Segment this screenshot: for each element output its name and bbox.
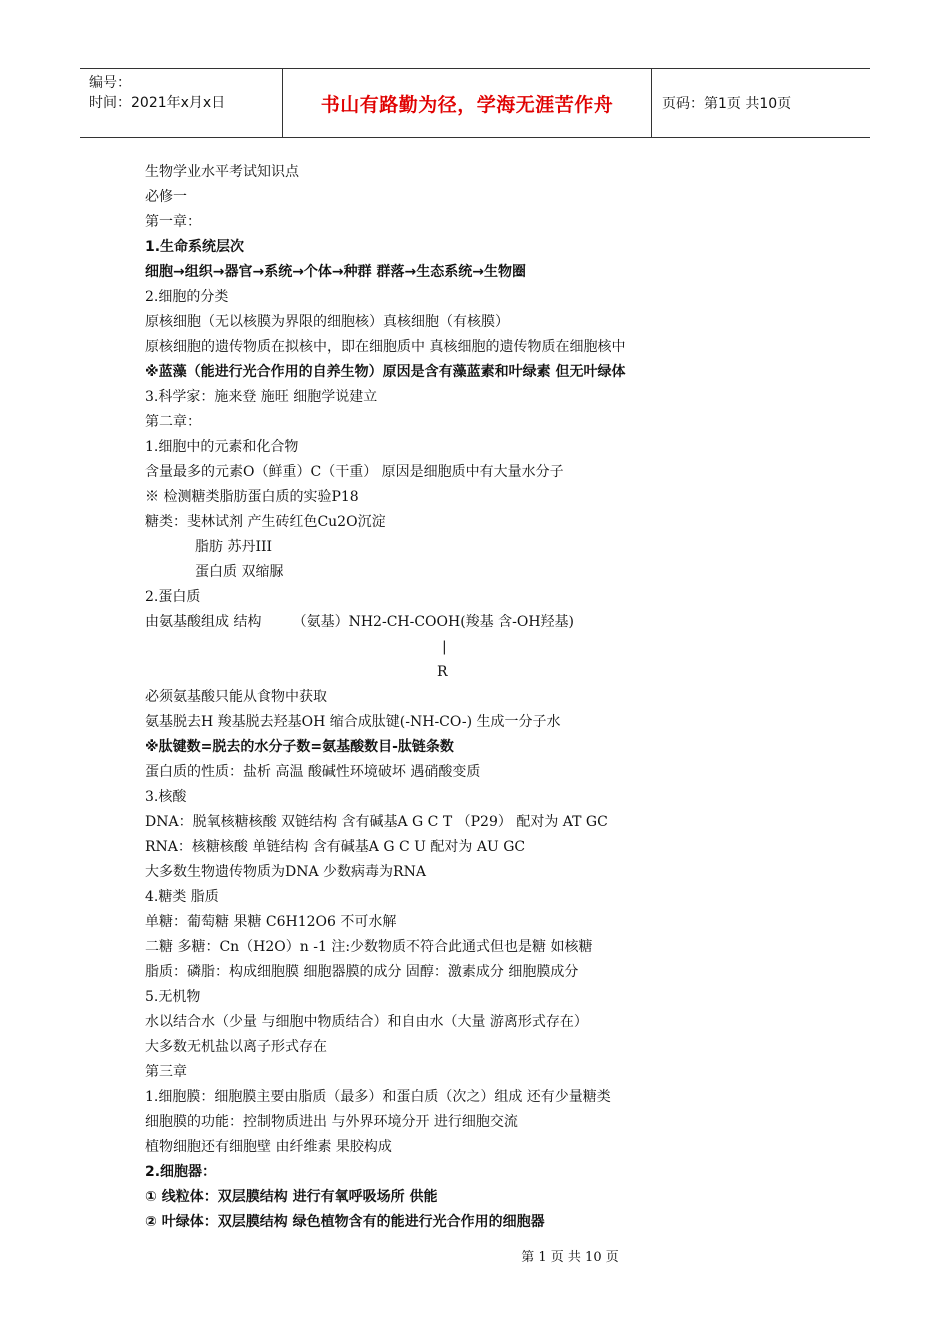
page-footer	[0, 1246, 950, 1265]
topic-heading: 2.蛋白质	[145, 589, 201, 605]
text-line: 水以结合水（少量 与细胞中物质结合）和自由水（大量 游离形式存在）	[145, 1014, 588, 1030]
formula-bond-char: |	[442, 639, 447, 655]
list-item: ② 叶绿体：双层膜结构 绿色植物含有的能进行光合作用的细胞器	[145, 1214, 545, 1230]
text-line: 原核细胞的遗传物质在拟核中，即在细胞质中 真核细胞的遗传物质在细胞核中	[145, 339, 626, 355]
text-line: 二糖 多糖：Cn（H2O）n -1 注:少数物质不符合此通式但也是糖 如核糖	[145, 939, 593, 955]
text-line: 含量最多的元素O（鲜重）C（干重） 原因是细胞质中有大量水分子	[145, 464, 564, 480]
chapter-heading: 第二章：	[145, 414, 201, 430]
doc-title: 生物学业水平考试知识点	[145, 164, 299, 180]
formula-bond	[145, 635, 885, 660]
text-line: 细胞膜的功能：控制物质进出 与外界环境分开 进行细胞交流	[145, 1114, 518, 1130]
date-label: 时间：2021年x月x日	[89, 95, 226, 111]
topic-heading: 3.核酸	[145, 789, 187, 805]
topic-heading: 2.细胞的分类	[145, 289, 229, 305]
topic-heading: 2.细胞器：	[145, 1164, 217, 1180]
text-line: 植物细胞还有细胞壁 由纤维素 果胶构成	[145, 1139, 392, 1155]
header-motto: 书山有路勤为径，学海无涯苦作舟	[282, 69, 652, 137]
document-body	[145, 160, 885, 1235]
formula-r-char: R	[437, 664, 448, 680]
topic-heading: 4.糖类 脂质	[145, 889, 219, 905]
text-line: 原核细胞（无以核膜为界限的细胞核）真核细胞（有核膜）	[145, 314, 509, 330]
text-line: DNA：脱氧核糖核酸 双链结构 含有碱基A G C T （P29） 配对为 AT GC	[145, 814, 608, 830]
section-label: 必修一	[145, 189, 187, 205]
text-line: 脂质：磷脂：构成细胞膜 细胞器膜的成分 固醇：激素成分 细胞膜成分	[145, 964, 579, 980]
topic-heading: 5.无机物	[145, 989, 201, 1005]
text-line: 蛋白质的性质：盐析 高温 酸碱性环境破坏 遇硝酸变质	[145, 764, 481, 780]
text-line: RNA：核糖核酸 单链结构 含有碱基A G C U 配对为 AU GC	[145, 839, 526, 855]
text-line: 大多数无机盐以离子形式存在	[145, 1039, 327, 1055]
header-page-number: 页码：第1页 共10页	[662, 96, 792, 112]
text-line: 单糖：葡萄糖 果糖 C6H12O6 不可水解	[145, 914, 397, 930]
note-line: ※肽键数=脱去的水分子数=氨基酸数目-肽链条数	[145, 739, 454, 755]
text-line: 3.科学家：施来登 施旺 细胞学说建立	[145, 389, 378, 405]
text-line: 蛋白质 双缩脲	[195, 564, 284, 580]
text-line: 细胞→组织→器官→系统→个体→种群 群落→生态系统→生物圈	[145, 264, 526, 280]
footer-page-number: 第 1 页 共 10 页	[521, 1250, 619, 1265]
formula-r-group	[145, 660, 885, 685]
topic-heading: 1.生命系统层次	[145, 239, 245, 255]
chapter-heading: 第三章	[145, 1064, 187, 1080]
text-line: 由氨基酸组成 结构 （氨基）NH2-CH-COOH(羧基 含-OH羟基)	[145, 614, 575, 630]
text-line: 大多数生物遗传物质为DNA 少数病毒为RNA	[145, 864, 426, 880]
header-meta	[80, 69, 282, 137]
page-header	[80, 68, 870, 138]
text-line: 氨基脱去H 羧基脱去羟基OH 缩合成肽键(-NH-CO-) 生成一分子水	[145, 714, 561, 730]
text-line: 必须氨基酸只能从食物中获取	[145, 689, 327, 705]
text-line: 1.细胞膜：细胞膜主要由脂质（最多）和蛋白质（次之）组成 还有少量糖类	[145, 1089, 611, 1105]
text-line: 脂肪 苏丹III	[195, 539, 273, 555]
chapter-heading: 第一章：	[145, 214, 201, 230]
list-item: ① 线粒体：双层膜结构 进行有氧呼吸场所 供能	[145, 1189, 438, 1205]
text-line: 糖类：斐林试剂 产生砖红色Cu2O沉淀	[145, 514, 386, 530]
note-line: ※蓝藻（能进行光合作用的自养生物）原因是含有藻蓝素和叶绿素 但无叶绿体	[145, 364, 626, 380]
note-line: ※ 检测糖类脂肪蛋白质的实验P18	[145, 489, 359, 505]
topic-heading: 1.细胞中的元素和化合物	[145, 439, 299, 455]
number-label: 编号：	[89, 75, 131, 91]
